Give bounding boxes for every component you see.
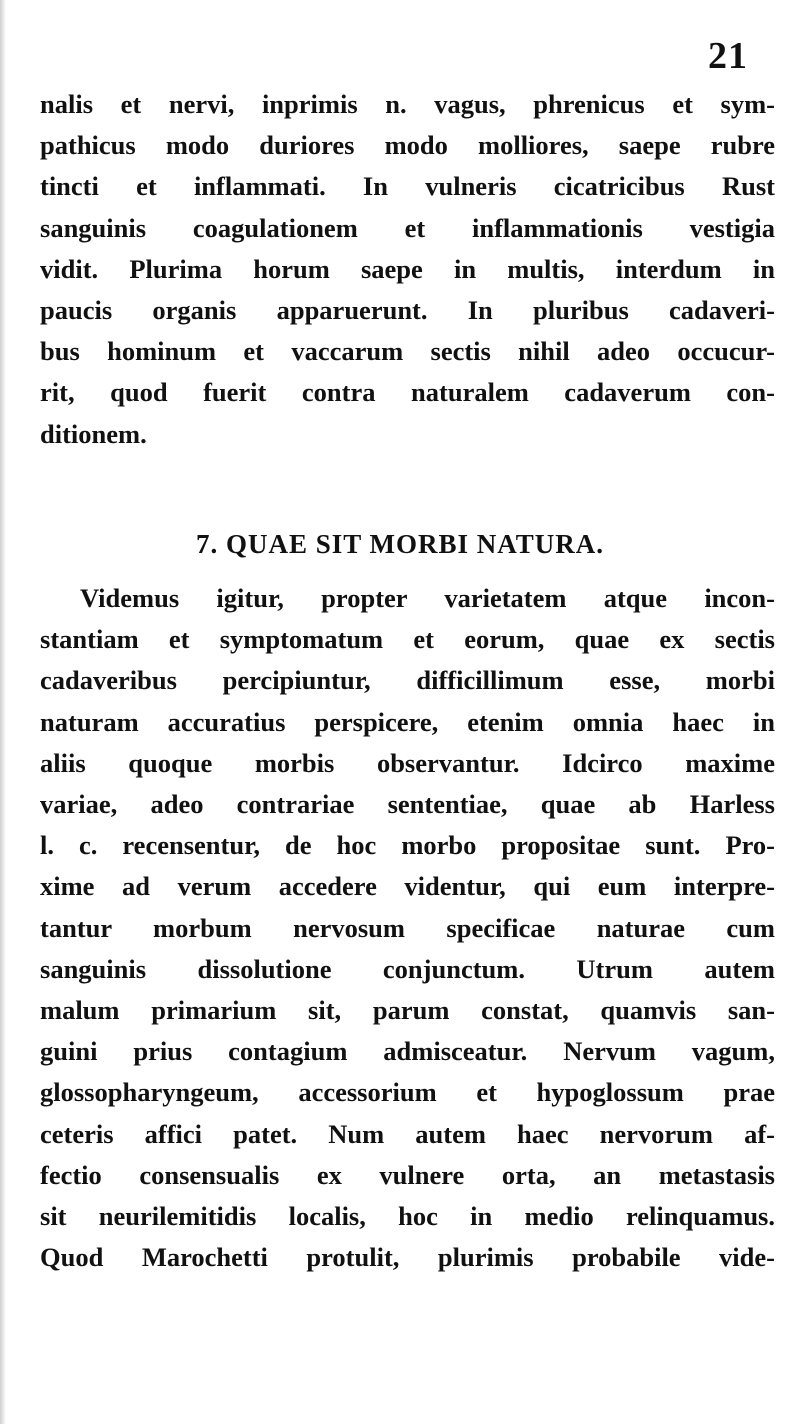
text-line: cadaveribus percipiuntur, difficillimum esse, morbi bbox=[40, 665, 775, 696]
text-line: sanguinis dissolutione conjunctum. Utrum autem bbox=[40, 953, 775, 984]
text-line: variae, adeo contrariae sententiae, quae ab Harless bbox=[40, 789, 775, 820]
text-line: tantur morbum nervosum specificae naturae cum bbox=[40, 912, 775, 943]
paragraph-section-7 bbox=[40, 578, 775, 1278]
text-line: tincti et inflammati. In vulneris cicatricibus Rust bbox=[40, 171, 775, 202]
text-line: guini prius contagium admisceatur. Nervum vagum, bbox=[40, 1036, 775, 1067]
page-number: 21 bbox=[708, 35, 748, 77]
text-line: sit neurilemitidis localis, hoc in medio relinquamus. bbox=[40, 1201, 775, 1232]
text-line: paucis organis apparuerunt. In pluribus cadaveri- bbox=[40, 295, 775, 326]
paragraph-previous-section bbox=[40, 84, 775, 455]
text-line: rit, quod fuerit contra naturalem cadaverum con- bbox=[40, 377, 775, 408]
text-line: naturam accuratius perspicere, etenim omnia haec in bbox=[40, 706, 775, 737]
text-line: ceteris affici patet. Num autem haec nervorum af- bbox=[40, 1118, 775, 1149]
text-line: xime ad verum accedere videntur, qui eum interpre- bbox=[40, 871, 775, 902]
text-line: Quod Marochetti protulit, plurimis probabile vide- bbox=[40, 1242, 775, 1273]
text-line: Videmus igitur, propter varietatem atque incon- bbox=[80, 583, 775, 613]
text-line: pathicus modo duriores modo molliores, saepe rubre bbox=[40, 130, 775, 161]
text-line: stantiam et symptomatum et eorum, quae ex sectis bbox=[40, 624, 775, 655]
text-line: ditionem. bbox=[40, 418, 147, 449]
text-line: bus hominum et vaccarum sectis nihil adeo occucur- bbox=[40, 336, 775, 367]
text-line: vidit. Plurima horum saepe in multis, interdum in bbox=[40, 253, 775, 284]
text-line: nalis et nervi, inprimis n. vagus, phrenicus et sym- bbox=[40, 89, 775, 119]
text-line: l. c. recensentur, de hoc morbo propositae sunt. Pro- bbox=[40, 830, 775, 861]
text-line: aliis quoque morbis observantur. Idcirco maxime bbox=[40, 747, 775, 778]
text-line: glossopharyngeum, accessorium et hypoglossum prae bbox=[40, 1077, 775, 1108]
text-line: fectio consensualis ex vulnere orta, an metastasis bbox=[40, 1159, 775, 1190]
text-line: malum primarium sit, parum constat, quamvis san- bbox=[40, 995, 775, 1026]
text-line: sanguinis coagulationem et inflammationis vestigia bbox=[40, 212, 775, 243]
section-heading: 7. QUAE SIT MORBI NATURA. bbox=[195, 529, 605, 559]
page-edge-shadow bbox=[0, 0, 6, 1424]
